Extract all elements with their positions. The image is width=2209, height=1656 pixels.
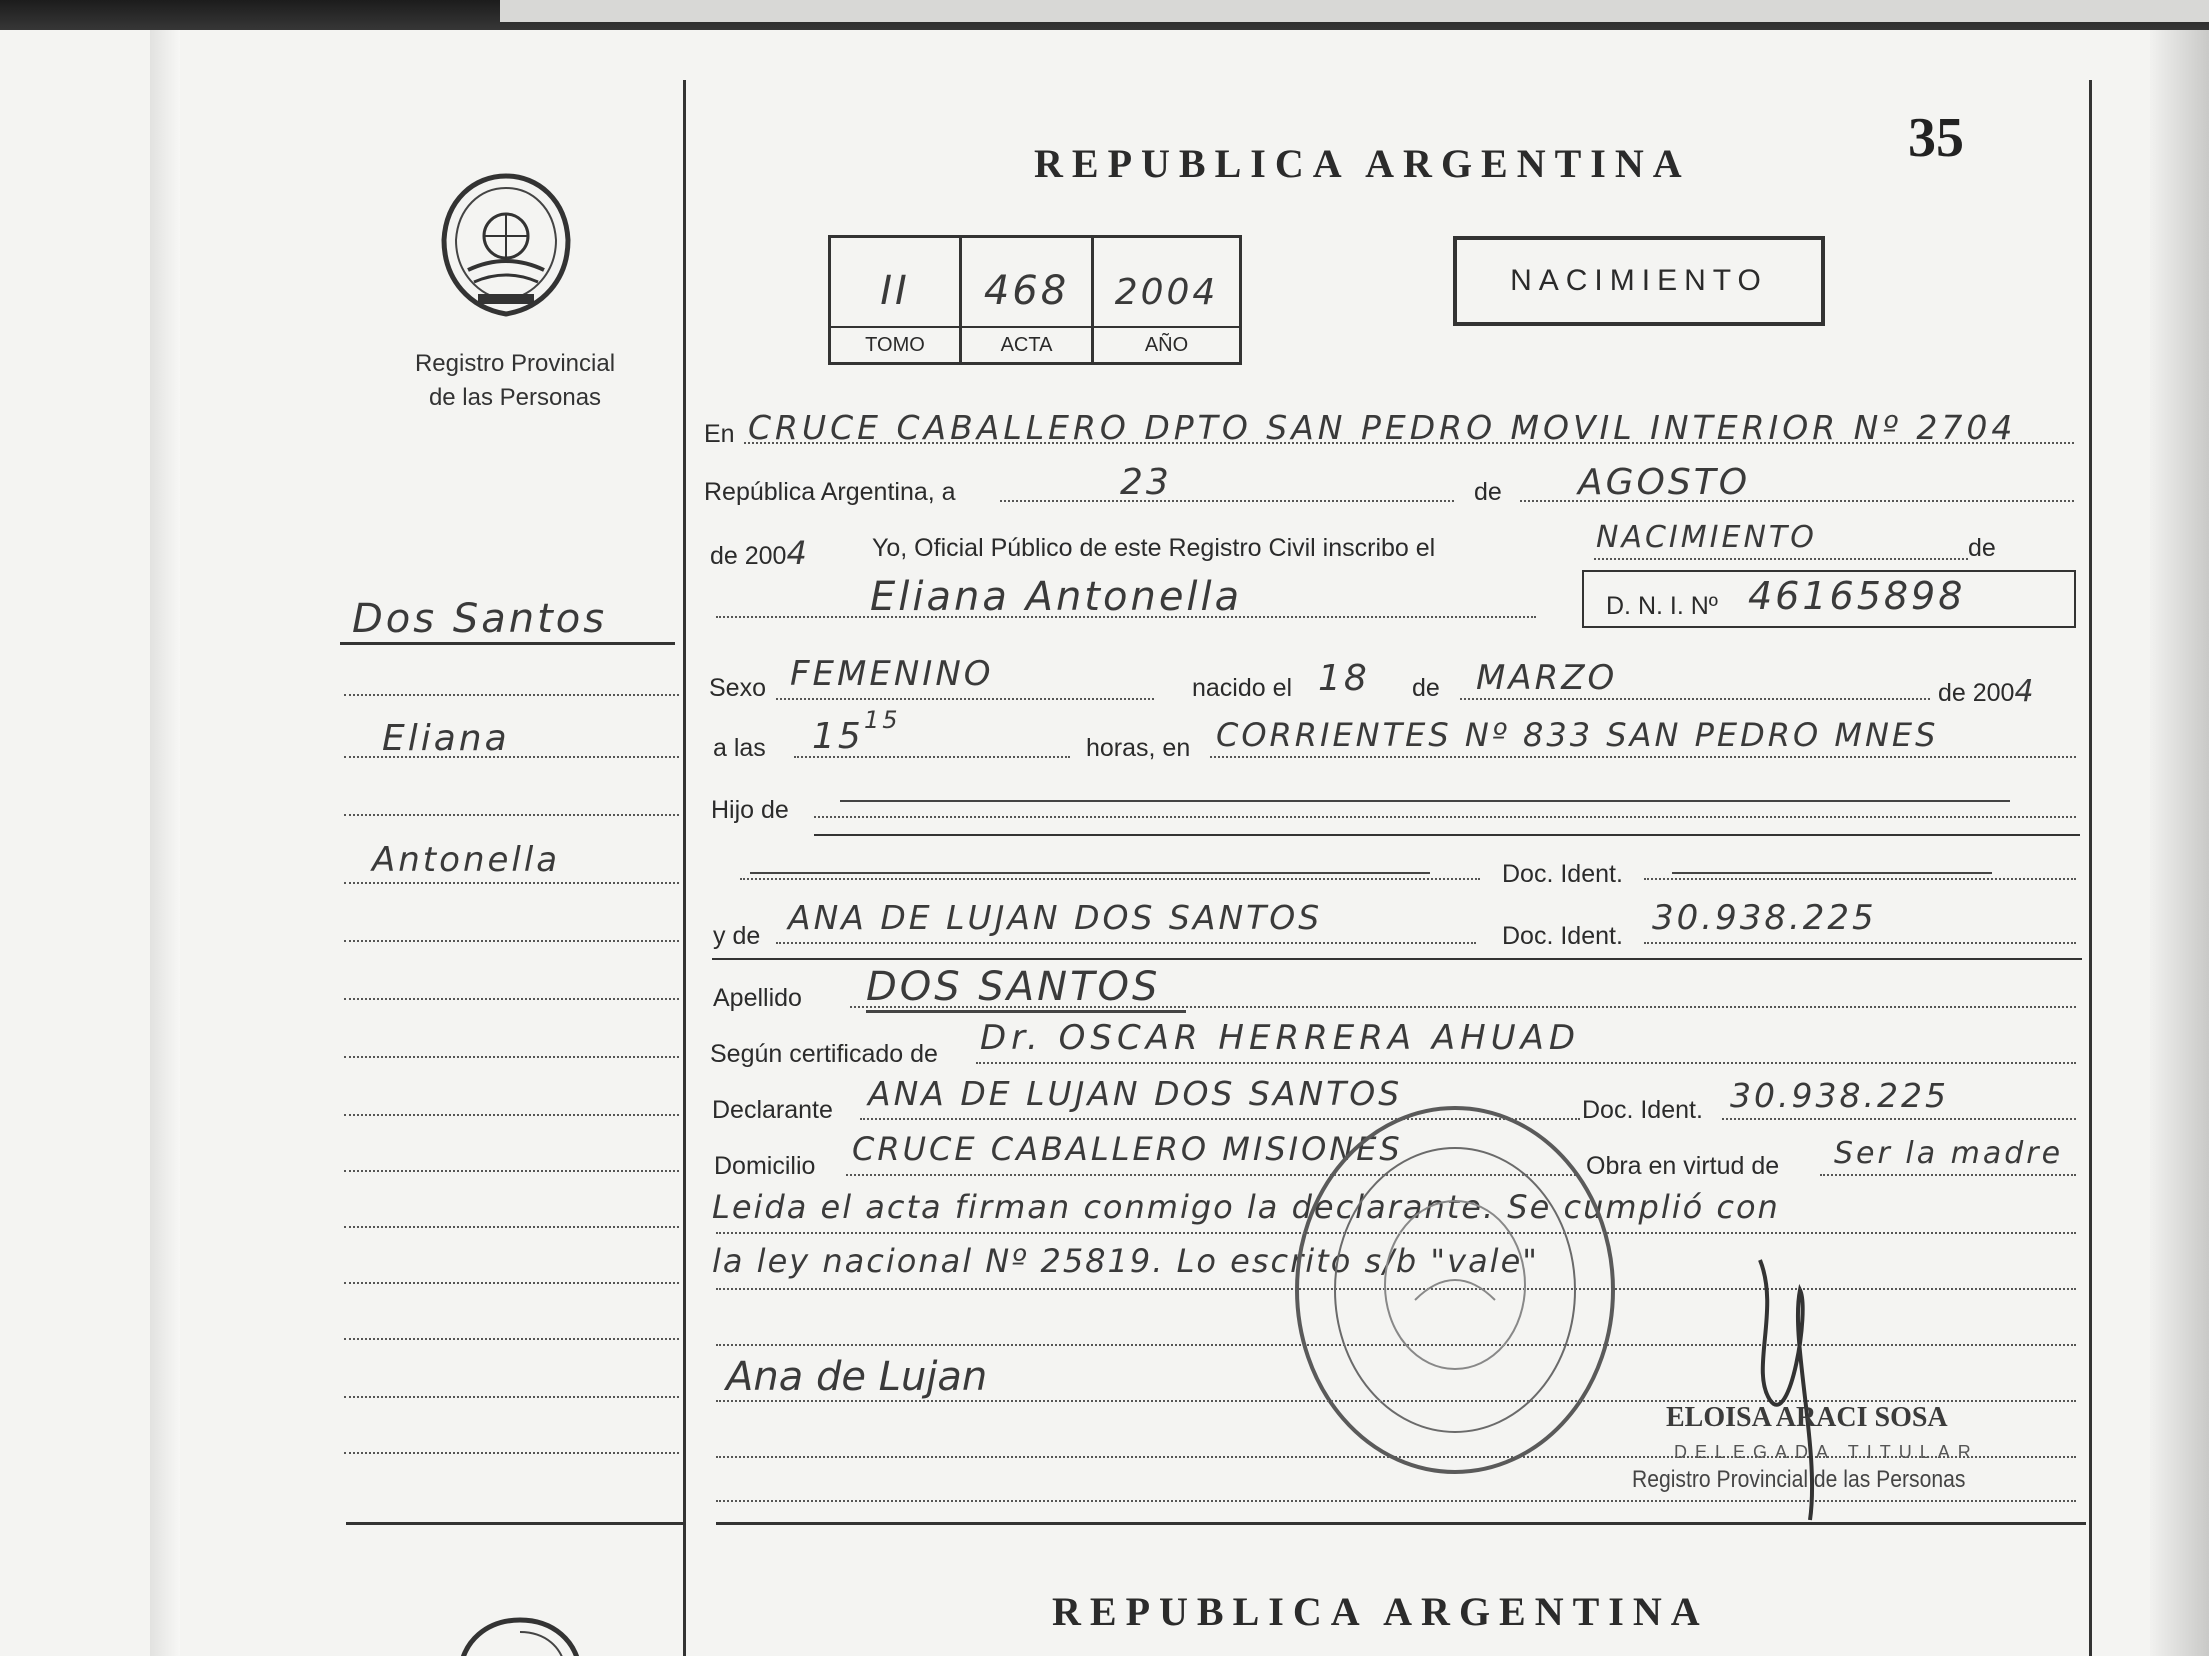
certificado-value: Dr. OSCAR HERRERA AHUAD [980, 1018, 1581, 1058]
time-min: 15 [864, 706, 901, 734]
act-type-line [1594, 558, 1968, 560]
officer-text: Yo, Oficial Público de este Registro Civil inscribo el [872, 534, 1436, 562]
footer-seal [456, 1614, 584, 1656]
birth-year-label [1938, 674, 2037, 709]
ano-label: AÑO [1144, 334, 1189, 356]
year-prefix: de 200 [710, 542, 787, 570]
registry-name-line2: de las Personas [428, 384, 602, 411]
official-office: Registro Provincial de las Personas [1632, 1466, 1966, 1493]
father-line [740, 878, 1480, 880]
margin-surname: Dos Santos [352, 596, 608, 642]
domicilio-label: Domicilio [714, 1152, 816, 1180]
hijo-rule [814, 834, 2080, 836]
margin-first-name: Eliana [382, 718, 510, 759]
tomo-label: TOMO [865, 334, 925, 356]
full-name-value: Eliana Antonella [870, 574, 1243, 620]
month-value: AGOSTO [1578, 462, 1751, 503]
mother-rule [712, 958, 2082, 960]
horas-label: horas, en [1086, 734, 1191, 762]
obra-text-3: la ley nacional Nº 25819. Lo escrito s/b "vale" [712, 1242, 1539, 1280]
apellido-value: DOS SANTOS [866, 964, 1161, 1010]
margin-line-8 [344, 1056, 679, 1058]
de-label-2: de [1412, 674, 1440, 702]
birth-day-value: 18 [1318, 658, 1370, 699]
certificado-label: Según certificado de [710, 1040, 938, 1068]
margin-line-bottom [346, 1522, 686, 1525]
year-suffix: 4 [786, 534, 810, 572]
domicilio-value: CRUCE CABALLERO MISIONES [852, 1130, 1403, 1168]
hijo-label: Hijo de [711, 796, 789, 824]
obra-line [1820, 1174, 2076, 1176]
divider-left [683, 80, 686, 1656]
republica-label: República Argentina, a [704, 478, 956, 506]
blank-line-4 [716, 1500, 2076, 1502]
registry-seal [438, 170, 574, 320]
en-label: En [704, 420, 735, 448]
sexo-line [776, 698, 1154, 700]
declarante-doc-value: 30.938.225 [1730, 1076, 1949, 1115]
obra-label: Obra en virtud de [1586, 1152, 1780, 1180]
doc-ident-label-3: Doc. Ident. [1582, 1096, 1703, 1124]
right-edge-shadow [2150, 30, 2209, 1656]
margin-line-2 [344, 694, 679, 696]
margin-line-10 [344, 1170, 679, 1172]
obra-text-1: Ser la madre [1834, 1136, 2064, 1171]
margin-line-3 [344, 756, 679, 758]
birth-place-value: CORRIENTES Nº 833 SAN PEDRO MNES [1216, 716, 1939, 754]
doc-ident-label-1: Doc. Ident. [1502, 860, 1623, 888]
document-type: NACIMIENTO [1510, 264, 1768, 297]
acta-label: ACTA [1000, 334, 1053, 356]
mother-doc-line [1644, 942, 2076, 944]
ano-value: 2004 [1114, 272, 1219, 313]
country-title: REPUBLICA ARGENTINA [1034, 141, 1691, 186]
margin-line-7 [344, 998, 679, 1000]
year-label [710, 534, 810, 572]
apellido-label: Apellido [713, 984, 802, 1012]
acta-value: 468 [983, 268, 1070, 314]
margin-line-11 [344, 1226, 679, 1228]
apellido-underline [866, 1010, 1186, 1013]
obra-text-2: Leida el acta firman conmigo la declarante. Se cumplió con [712, 1188, 1780, 1226]
a-las-label: a las [713, 734, 766, 762]
official-name: ELOISA ARACI SOSA [1666, 1402, 1948, 1433]
father-strike [750, 872, 1430, 874]
nacido-label: nacido el [1192, 674, 1293, 702]
margin-second-name: Antonella [372, 840, 561, 880]
margin-line-5 [344, 882, 679, 884]
father-doc-line [1644, 878, 2076, 880]
dni-label: D. N. I. Nº [1606, 592, 1718, 620]
mother-name-value: ANA DE LUJAN DOS SANTOS [788, 898, 1323, 937]
sexo-label: Sexo [709, 674, 766, 702]
father-doc-strike [1672, 872, 1992, 874]
record-bottom-rule [716, 1522, 2086, 1525]
time-hour: 15 [812, 716, 864, 757]
book-spine-shadow [150, 30, 180, 1656]
certificado-line [976, 1062, 2076, 1064]
document-type-box [1453, 236, 1825, 326]
y-de-label: y de [713, 922, 761, 950]
page-number: 35 [1908, 107, 1964, 169]
birth-year-suffix: 4 [2014, 674, 2037, 709]
footer-country-title: REPUBLICA ARGENTINA [1052, 1589, 1709, 1634]
mother-line [776, 942, 1476, 944]
place-value: CRUCE CABALLERO DPTO SAN PEDRO MOVIL INTERIOR Nº 2704 [748, 408, 2017, 447]
birth-month-value: MARZO [1476, 658, 1618, 698]
margin-line-13 [344, 1338, 679, 1340]
reference-table [828, 235, 1242, 365]
margin-line-14 [344, 1396, 679, 1398]
margin-line-4 [344, 814, 679, 816]
birth-place-line [1210, 756, 2076, 758]
official-title: DELEGADA TITULAR [1674, 1442, 1979, 1462]
declarant-signature: Ana de Lujan [726, 1354, 988, 1400]
declarante-value: ANA DE LUJAN DOS SANTOS [868, 1074, 1403, 1113]
declarante-doc-line [1722, 1118, 2076, 1120]
act-type-value: NACIMIENTO [1596, 520, 1817, 555]
margin-line-1 [340, 642, 675, 645]
official-stamp [1290, 1100, 1620, 1480]
de-end-label: de [1968, 534, 1996, 562]
dni-value: 46165898 [1748, 574, 1966, 618]
margin-line-15 [344, 1452, 679, 1454]
day-line [1000, 500, 1454, 502]
margin-line-9 [344, 1114, 679, 1116]
mother-doc-value: 30.938.225 [1652, 898, 1877, 938]
sexo-value: FEMENINO [790, 654, 994, 694]
hijo-strike [840, 800, 2010, 802]
birth-month-line [1460, 698, 1930, 700]
declarante-label: Declarante [712, 1096, 833, 1124]
registry-name-line1: Registro Provincial [414, 350, 616, 377]
doc-ident-label-2: Doc. Ident. [1502, 922, 1623, 950]
de-label-1: de [1474, 478, 1502, 506]
day-value: 23 [1120, 462, 1172, 503]
margin-line-6 [344, 940, 679, 942]
margin-line-12 [344, 1282, 679, 1284]
birth-year-prefix: de 200 [1938, 679, 2015, 707]
tomo-value: II [880, 268, 910, 314]
hijo-line [814, 816, 2076, 818]
top-band-light [500, 0, 2209, 22]
ref-label-divider [831, 326, 1239, 328]
divider-right [2089, 80, 2092, 1656]
